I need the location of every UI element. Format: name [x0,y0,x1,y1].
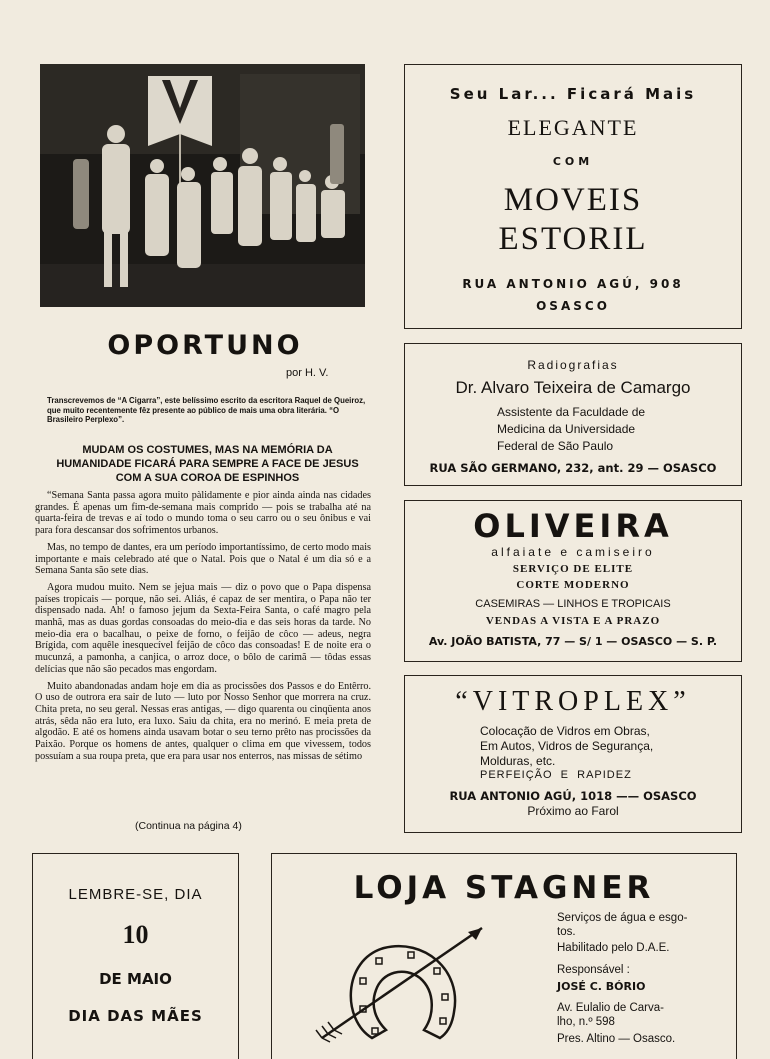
article-title: OPORTUNO [107,330,303,361]
ad-moveis-estoril [404,64,742,329]
estoril-line5: ESTORIL [498,221,648,257]
continued-note: (Continua na página 4) [135,820,242,832]
estoril-line1: Seu Lar... Ficará Mais [449,85,697,103]
ad-dia-das-maes [32,853,239,1059]
ad-oliveira [404,500,742,662]
stagner-address2: lho, n.º 598 [557,1016,615,1028]
horseshoe-arrow-icon [312,920,492,1050]
article-paragraph: Agora mudou muito. Nem se jejua mais — diz o povo que o Papa dispensa países tropicais — porque, não sei. Aliás, é capaz de ser mentira, o Papa não ter dispensado nada. Ah! o famoso jejum da Sexta-Feira Santa, o café magro pela manhã, mas as duas gordas consoadas do meio-dia e das seis horas da tarde. No meio-dia era o bacalhau, o peixe de forno, o feijão de côco — adeus, negra Brígida, com aquêle inesquecível feijão de côco das consoadas! E de noite era o mucunzá, a pamonha, a canjica, o arroz doce, o bôlo de carimã — tôdas essas delícias que não são pecados mas engordam. [35,581,371,675]
article-intro: Transcrevemos de “A Cigarra”, este belíssimo escrito da escritora Raquel de Queiroz, que muito recentemente fêz presente ao público de mais uma obra literária. “O Brasileiro Perplexo”. [47,396,366,424]
estoril-address: RUA ANTONIO AGÚ, 908 [462,277,684,291]
stagner-resp-label: Responsável : [557,964,630,976]
vitroplex-near: Próximo ao Farol [527,804,619,818]
stagner-address1: Av. Eulalio de Carva- [557,1002,664,1014]
stagner-service1: Serviços de água e esgo- [557,912,688,924]
ad-dr-camargo [404,343,742,486]
camargo-name: Dr. Alvaro Teixeira de Camargo [455,378,691,397]
stagner-name: LOJA STAGNER [353,870,655,906]
article-paragraph: “Semana Santa passa agora muito pàlidamente e pior ainda ainda nas cidades grandes. É apenas um fim-de-semana mais comprido — pois se trabalha até na quarta-feira de trevas e aí todo o mundo toma o seu carro ou o seu ônibus e vai para fora descansar dos sofrimentos urbanos. [35,490,371,537]
maes-day: 10 [122,920,149,949]
maes-line3: DIA DAS MÃES [68,1007,203,1025]
article-body [35,490,371,767]
stagner-service3: Habilitado pelo D.A.E. [557,942,670,954]
estoril-line2: ELEGANTE [507,115,639,140]
stagner-service2: tos. [557,926,576,938]
oliveira-tagline: alfaiate e camiseiro [491,545,655,559]
ad-loja-stagner [271,853,737,1059]
stagner-address3: Pres. Altino — Osasco. [557,1033,676,1045]
estoril-city: OSASCO [536,299,610,313]
article-paragraph: Muito abandonadas andam hoje em dia as procissões dos Passos e do Entêrro. O uso de outrora era sair de luto — luto por Nosso Senhor que morrera na cruz. Chita preta, no seu geral. Nessas eras antigas, — digo quarenta ou cinqüenta anos atrás, sêda não era luto, era luxo. Saiu da chita, era no merinó. E meia preta de algodão. E até os homens ainda usavam botar o seu terno prêto nas procissões da Paixão. Porque os homens de antes, qualquer o clima em que vivessem, todos possuíam a sua roupa preta, que era para usar nos enterros, nas missas de sétimo [35,680,371,762]
oliveira-name: OLIVEIRA [473,507,673,545]
oliveira-address: Av. JOÃO BATISTA, 77 — S/ 1 — OSASCO — S. P. [428,635,718,648]
stagner-resp-name: JOSÉ C. BÓRIO [557,980,646,993]
maes-line2: DE MAIO [99,970,172,988]
oliveira-line2: CORTE MODERNO [516,579,630,591]
camargo-desc2: Medicina da Universidade [497,422,636,436]
vitroplex-desc4: PERFEIÇÃO E RAPIDEZ [480,769,632,781]
maes-line1: LEMBRE-SE, DIA [68,886,203,903]
vitroplex-desc3: Molduras, etc. [480,754,556,768]
vitroplex-name: “VITROPLEX” [455,686,691,717]
oliveira-line1: SERVIÇO DE ELITE [512,563,634,575]
camargo-desc3: Federal de São Paulo [497,439,614,453]
oliveira-line3: CASEMIRAS — LINHOS E TROPICAIS [475,598,671,610]
vitroplex-desc2: Em Autos, Vidros de Segurança, [480,739,654,753]
camargo-kicker: Radiografias [527,358,619,372]
estoril-line4: MOVEIS [503,182,643,218]
vitroplex-desc1: Colocação de Vidros em Obras, [480,724,650,738]
article-byline: por H. V. [286,367,329,379]
article-paragraph: Mas, no tempo de dantes, era um período importantíssimo, de certo modo mais importante e mais celebrado até que o Natal. Pois que o Natal é um dia só e a Semana Santa são sete dias. [35,541,371,577]
camargo-desc1: Assistente da Faculdade de [497,405,646,419]
camargo-address: RUA SÃO GERMANO, 232, ant. 29 — OSASCO [429,461,717,475]
estoril-line3: COM [552,155,594,168]
article-headline: MUDAM OS COSTUMES, MAS NA MEMÓRIA DA HUMANIDADE FICARÁ PARA SEMPRE A FACE DE JESUS COM A SUA COROA DE ESPINHOS [56,444,359,484]
procession-photo [40,64,365,307]
vitroplex-address: RUA ANTONIO AGÚ, 1018 —— OSASCO [449,789,697,803]
oliveira-line4: VENDAS A VISTA E A PRAZO [485,615,661,627]
procession-photo-graphic [40,64,365,307]
ad-vitroplex [404,675,742,833]
